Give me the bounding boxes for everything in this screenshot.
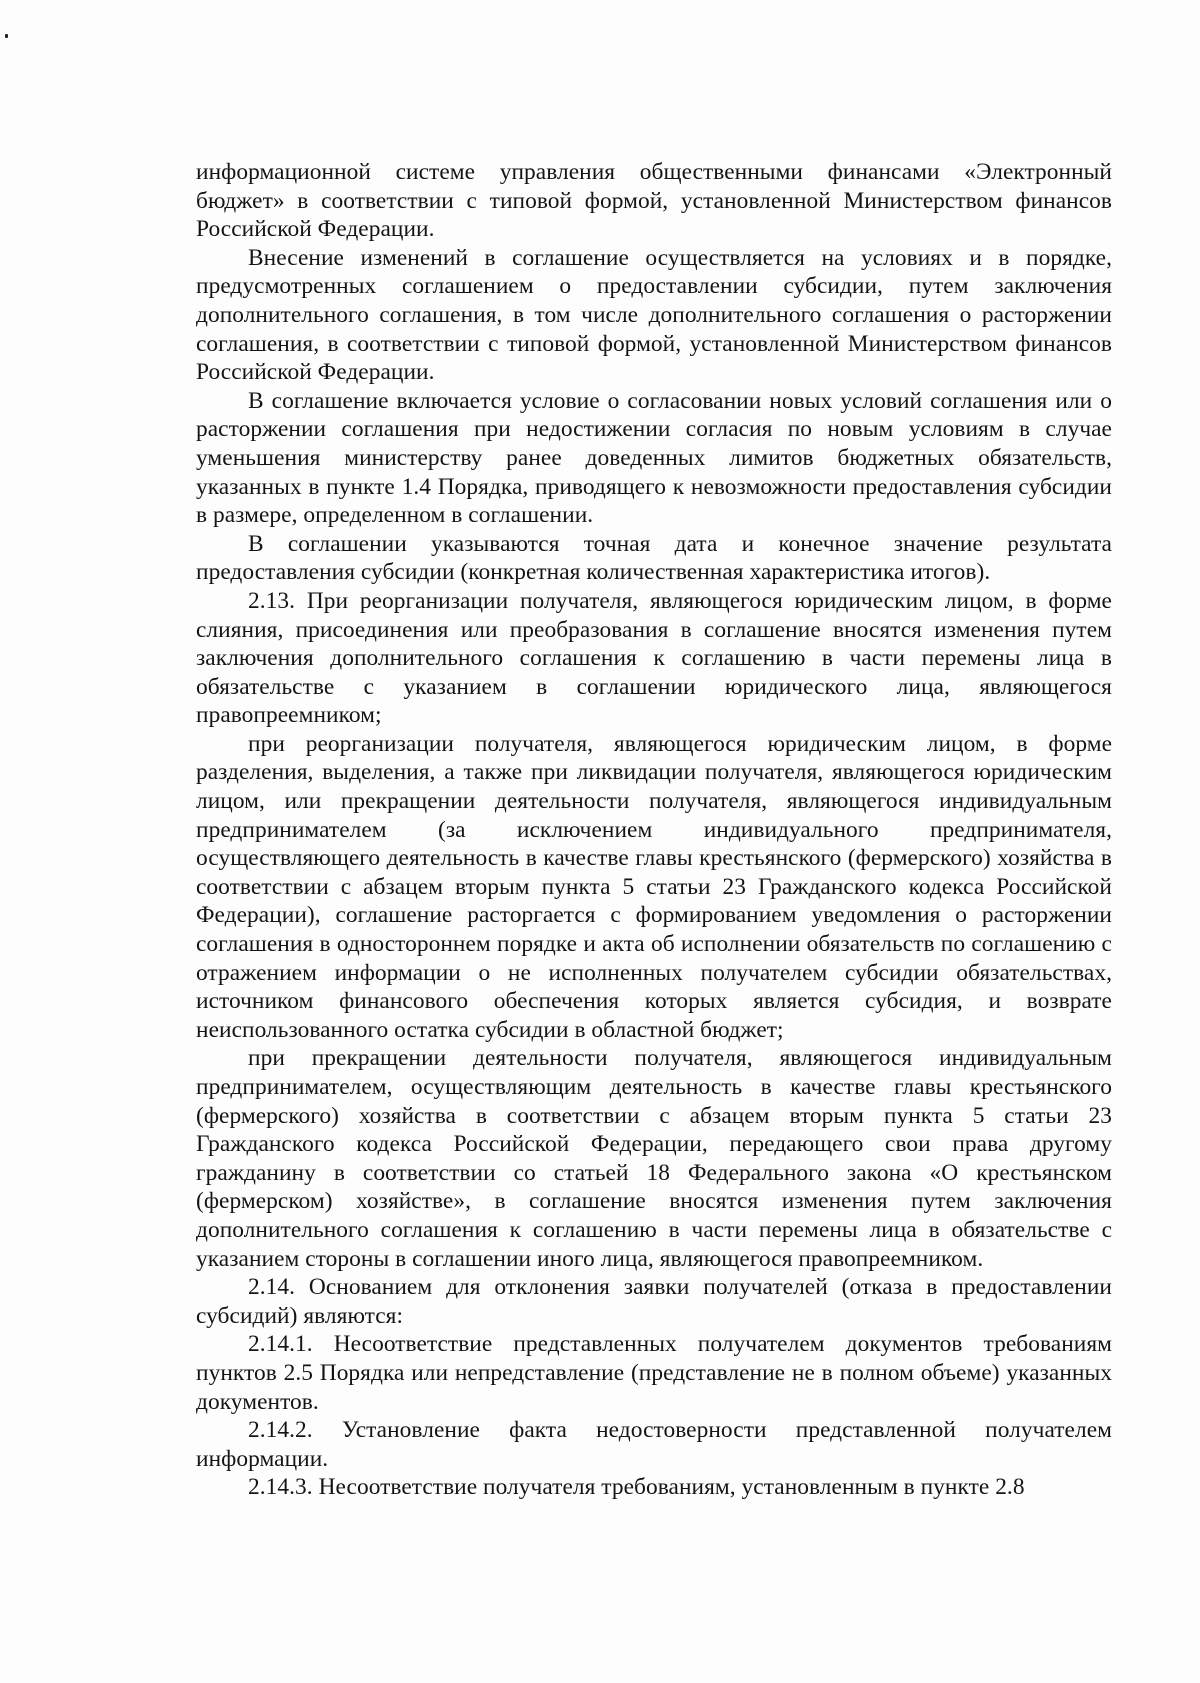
paragraph-2-13-farm: при прекращении деятельности получателя, являющегося индивидуальным предпринимателем, осуществляющим деятельность в качестве главы крестьянского (фермерского) хозяйства в соответствии с абзацем вторым пункта 5 статьи 23 Гражданского кодекса Российской Федерации, передающего свои права другому гражданину в соответствии со статьей 18 Федерального закона «О крестьянском (фермерском) хозяйстве», в соглашение вносятся изменения путем заключения дополнительного соглашения к соглашению в части перемены лица в обязательстве с указанием стороны в соглашении иного лица, являющегося правопреемником. [196,1045,1112,1272]
paragraph-2-13-separation: при реорганизации получателя, являющегося юридическим лицом, в форме разделения, выделения, а также при ликвидации получателя, являющегося юридическим лицом, или прекращении деятельности получателя, являющегося индивидуальным предпринимателем (за исключением индивидуального предпринимателя, осуществляющего деятельность в качестве главы крестьянского (фермерского) хозяйства в соответствии с абзацем вторым пункта 5 статьи 23 Гражданского кодекса Российской Федерации), соглашение расторгается с формированием уведомления о расторжении соглашения в одностороннем порядке и акта об исполнении обязательств по соглашению с отражением информации о не исполненных получателем субсидии обязательствах, источником финансового обеспечения которых является субсидия, и возврате неиспользованного остатка субсидии в областной бюджет; [196,730,1112,1043]
paragraph-amendments: Внесение изменений в соглашение осуществляется на условиях и в порядке, предусмотренных соглашением о предоставлении субсидии, путем заключения дополнительного соглашения, в том числе дополнительного соглашения о расторжении соглашения, в соответствии с типовой формой, установленной Министерством финансов Российской Федерации. [196,244,1112,386]
paragraph-new-terms: В соглашение включается условие о согласовании новых условий соглашения или о расторжении соглашения при недостижении согласия по новым условиям в случае уменьшения министерству ранее доведенных лимитов бюджетных обязательств, указанных в пункте 1.4 Порядка, приводящего к невозможности предоставления субсидии в размере, определенном в соглашении. [196,387,1112,529]
paragraph-2-14-3: 2.14.3. Несоответствие получателя требованиям, установленным в пункте 2.8 [248,1474,1025,1501]
paragraph-2-14: 2.14. Основанием для отклонения заявки получателей (отказа в предоставлении субсидий) являются: [196,1274,1112,1329]
scan-artifact-dot [5,34,8,38]
document-body [196,158,1112,1502]
paragraph-2-14-1: 2.14.1. Несоответствие представленных получателем документов требованиям пунктов 2.5 Порядка или непредставление (представление не в полном объеме) указанных документов. [196,1331,1112,1415]
paragraph-result-date: В соглашении указываются точная дата и конечное значение результата предоставления субсидии (конкретная количественная характеристика итогов). [196,530,1112,586]
paragraph-2-13: 2.13. При реорганизации получателя, являющегося юридическим лицом, в форме слияния, присоединения или преобразования в соглашение вносятся изменения путем заключения дополнительного соглашения к соглашению в части перемены лица в обязательстве с указанием в соглашении юридического лица, являющегося правопреемником; [196,587,1112,729]
paragraph-2-14-2: 2.14.2. Установление факта недостоверности представленной получателем информации. [196,1417,1112,1472]
paragraph-continuation: информационной системе управления общественными финансами «Электронный бюджет» в соответствии с типовой формой, установленной Министерством финансов Российской Федерации. [196,159,1112,243]
